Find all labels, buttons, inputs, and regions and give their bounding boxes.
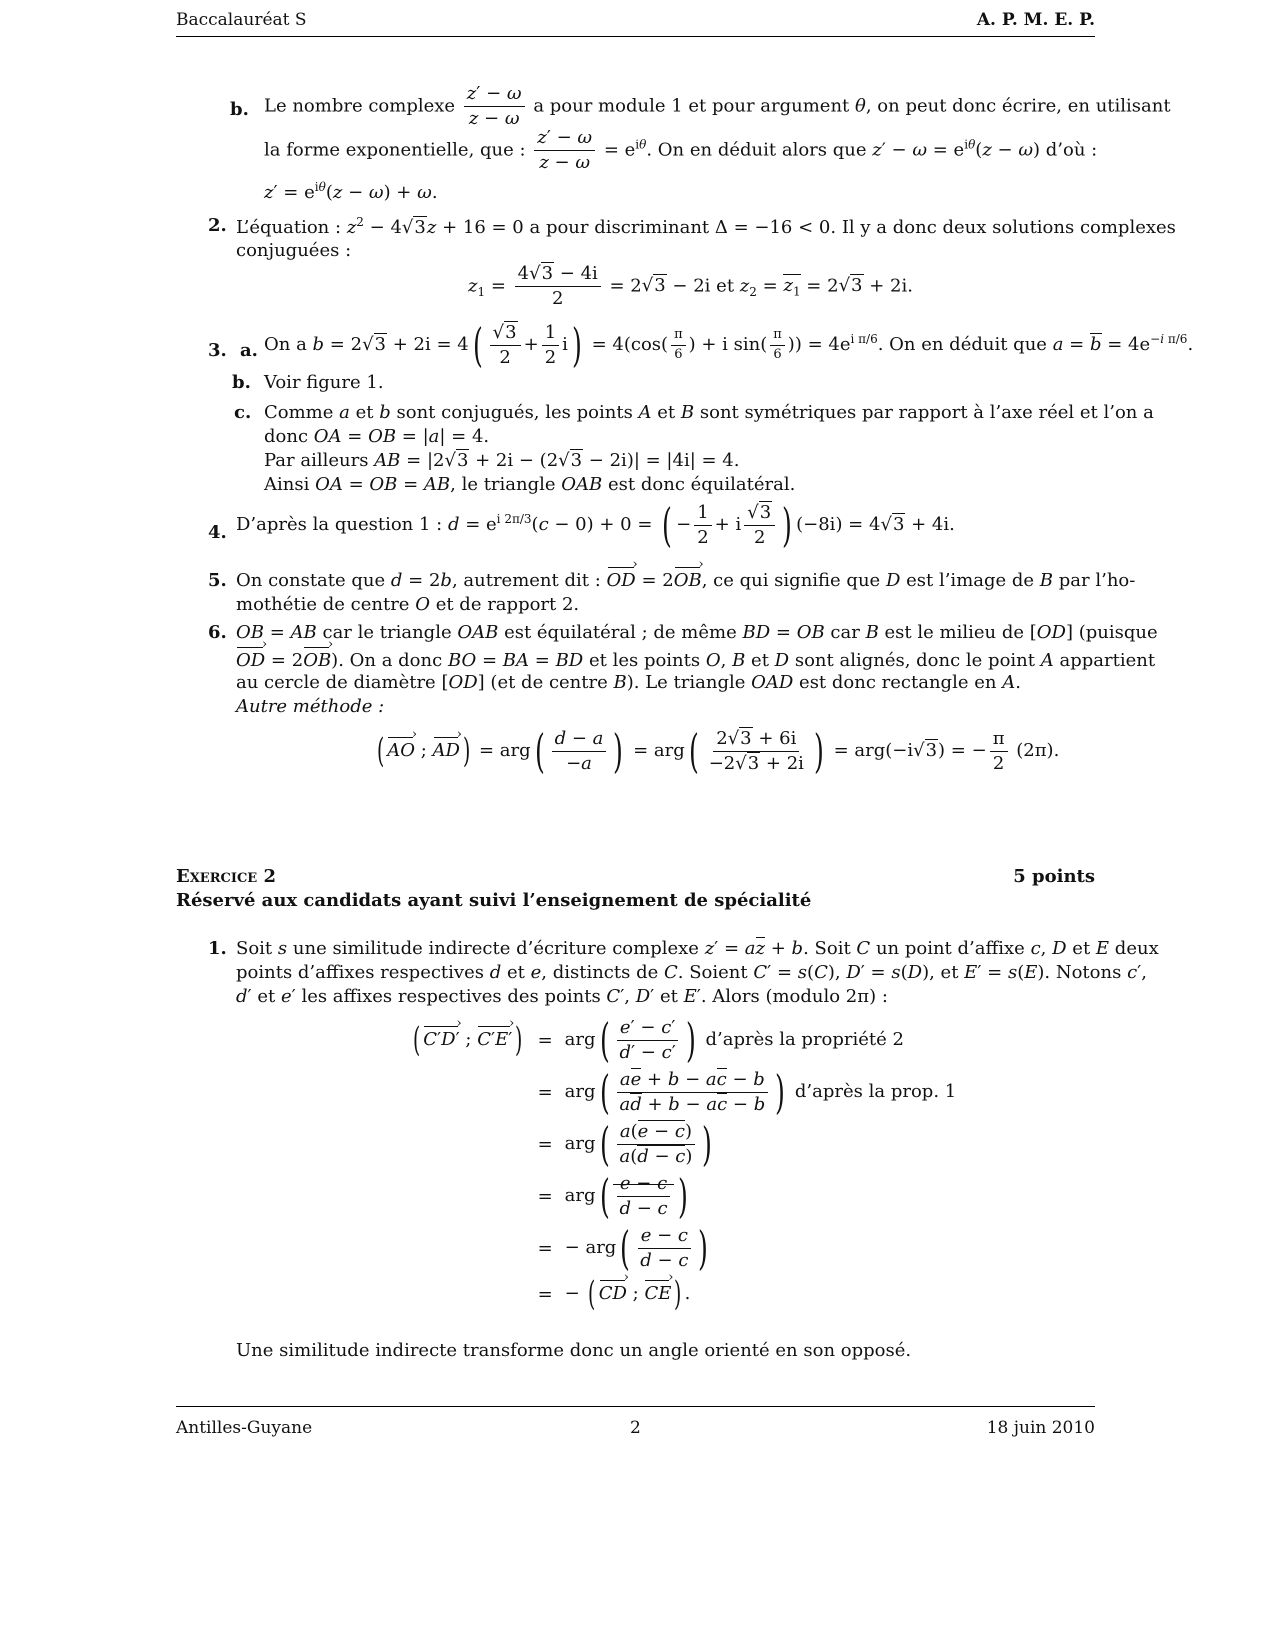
q1b-line1: Le nombre complexe $\frac{z' - \omega}{z - \omega}$ a pour module 1 et pour argument θ, on peut donc écrire, en utilisant — [264, 83, 1171, 129]
header-left: Baccalauréat S — [176, 10, 307, 30]
q5-line2: mothétie de centre O et de rapport 2. — [236, 594, 580, 615]
derivation-row: = arg( $\frac{e - c}{d - c}$ ) — [537, 1169, 688, 1223]
ex2-derivation — [404, 1014, 962, 1314]
ex2-line1: Soit s une similitude indirecte d’écriture complexe z′ = az + b. Soit C un point d’affixe c, D et E deux — [236, 938, 1159, 959]
header-rule — [176, 36, 1095, 37]
derivation-row: = − ( CD › ; CE ›) . — [404, 1274, 962, 1314]
derivation-row: = arg( $\frac{ae + b - ac - b}{ad + b - ac - b}$ ) d’après la prop. 1 — [537, 1065, 957, 1119]
q6-angle-formula: ( AO › ; AD ›) = arg( $\frac{d - a}{-a}$ ) = arg( $\frac{2√3 + 6i}{-2√3 + 2i}$ ) = arg(−i√3) = − $\frac{\pi}{2}$ (2π). — [374, 728, 1059, 774]
item-label-1b: b. — [230, 99, 249, 120]
q3b-line: Voir figure 1. — [264, 372, 384, 393]
q1b-line3: $z' = e^{i\theta}(z - \omega) + \omega$. — [264, 180, 438, 203]
item-label-6: 6. — [208, 622, 227, 643]
q3c-line1: Comme a et b sont conjugués, les points A et B sont symétriques par rapport à l’axe réel et l’on a — [264, 402, 1154, 423]
item-label-5: 5. — [208, 570, 227, 591]
item-label-2: 2. — [208, 215, 227, 236]
exercise-2-subtitle: Réservé aux candidats ayant suivi l’enseignement de spécialité — [176, 890, 812, 911]
q3c-line4: Ainsi OA = OB = AB, le triangle OAB est donc équilatéral. — [264, 474, 796, 495]
derivation-row: = − arg( $\frac{e - c}{d - c}$ ) — [537, 1221, 709, 1275]
q3a-line: On a b = 2√3 + 2i = 4( $\frac{√3}{2}$ + $\frac{1}{2}$ i) = 4(cos( $\frac{\pi}{6}$ ) + i sin( $\frac{\pi}{6}$ )) = $4e^{i \pi/6}$. On en déduit que $a = b = 4e^{-i \pi/6}$. — [264, 318, 1194, 372]
q4-line: D’après la question 1 : $d = e^{i 2\pi/3}(c - 0) + 0$ = ( − $\frac{1}{2}$ + i $\frac{√3}{2}$ ) (−8i) = 4√3 + 4i. — [236, 498, 955, 552]
item-label-3c: c. — [234, 402, 252, 423]
exercise-2-title: Exercice 2 — [176, 866, 276, 887]
item-label-4: 4. — [208, 522, 227, 543]
q6-line2: OD › = 2OB ›). On a donc BO = BA = BD et les points O, B et D sont alignés, donc le point A appartient — [236, 646, 1155, 671]
q5-line1: On constate que d = 2b, autrement dit : OD › = 2OB ›, ce qui signifie que D est l’image de B par l’ho- — [236, 566, 1135, 591]
ex2-line3: d′ et e′ les affixes respectives des points C′, D′ et E′. Alors (modulo 2π) : — [236, 986, 888, 1007]
ex2-item-label-1: 1. — [208, 938, 227, 959]
q2-line1: L’équation : $z^2 - 4√3z + 16 = 0$ a pour discriminant Δ = −16 < 0. Il y a donc deux solutions complexes — [236, 215, 1176, 238]
item-label-3: 3. — [208, 340, 227, 361]
footer-rule — [176, 1406, 1095, 1407]
item-label-3b: b. — [232, 372, 251, 393]
q6-autre-methode: Autre méthode : — [236, 696, 385, 717]
q3c-line2: donc OA = OB = |a| = 4. — [264, 426, 490, 447]
q1b-line2: la forme exponentielle, que : $\frac{z' - \omega}{z - \omega}$ = $e^{i\theta}$. On en déduit alors que $z' - \omega = e^{i\theta}(z - \omega)$ d’où : — [264, 127, 1098, 173]
q6-line3: au cercle de diamètre [OD] (et de centre B). Le triangle OAD est donc rectangle en A. — [236, 672, 1021, 693]
page-number: 2 — [630, 1418, 641, 1438]
q6-line1: OB = AB car le triangle OAB est équilatéral ; de même BD = OB car B est le milieu de [OD] (puisque — [236, 622, 1158, 643]
footer-date: 18 juin 2010 — [986, 1418, 1095, 1438]
derivation-row: ( C′D′ › ; C′E′ ›) = arg( $\frac{e' - c'}{d' - c'}$ ) d’après la propriété 2 — [404, 1014, 962, 1066]
q2-solutions: $z_1$ = $\frac{4√3 - 4i}{2}$ = 2√3 − 2i et $z_2 = z_1 = 2√3 + 2i$. — [468, 263, 913, 309]
ex2-conclusion: Une similitude indirecte transforme donc un angle orienté en son opposé. — [236, 1340, 912, 1361]
q3c-line3: Par ailleurs AB = |2√3 + 2i − (2√3 − 2i)| = |4i| = 4. — [264, 450, 740, 471]
item-label-3a: a. — [240, 340, 258, 361]
q2-line2: conjuguées : — [236, 240, 352, 261]
exercise-2-points: 5 points — [1013, 866, 1095, 887]
footer-left: Antilles-Guyane — [176, 1418, 313, 1438]
ex2-line2: points d’affixes respectives d et e, distincts de C. Soient C′ = s(C), D′ = s(D), et E′ = s(E). Notons c′, — [236, 962, 1147, 983]
derivation-row: = arg( $\frac{a(e - c)}{a(d - c)}$ ) — [537, 1117, 713, 1171]
header-right: A. P. M. E. P. — [976, 10, 1095, 30]
